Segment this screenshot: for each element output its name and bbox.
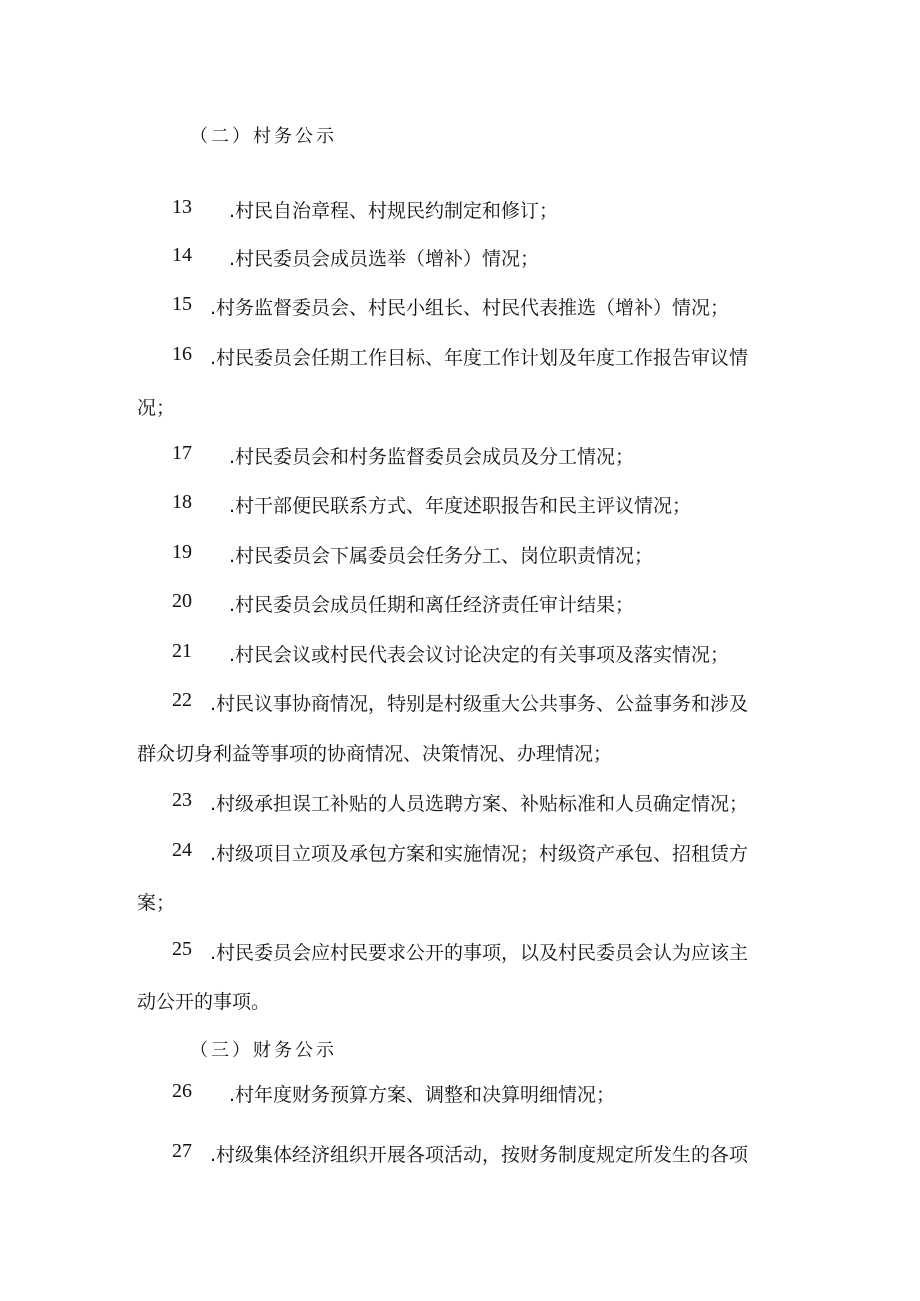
item-number: 23 xyxy=(172,789,192,811)
item-text-continuation: 动公开的事项。 xyxy=(137,991,271,1013)
item-number: 13 xyxy=(172,196,192,218)
item-number: 16 xyxy=(172,343,192,365)
item-number: 19 xyxy=(172,541,192,563)
section-heading-finance: （三）财务公示 xyxy=(190,1040,337,1061)
item-text: .村民会议或村民代表会议讨论决定的有关事项及落实情况； xyxy=(229,644,730,666)
item-number: 21 xyxy=(172,640,192,662)
item-text: .村干部便民联系方式、年度述职报告和民主评议情况； xyxy=(229,495,692,517)
item-number: 17 xyxy=(172,442,192,464)
item-text: .村级集体经济组织开展各项活动，按财务制度规定所发生的各项 xyxy=(210,1144,749,1166)
item-text: .村级项目立项及承包方案和实施情况；村级资产承包、招租赁方 xyxy=(210,843,749,865)
item-number: 27 xyxy=(172,1140,192,1162)
item-text: .村务监督委员会、村民小组长、村民代表推选（增补）情况； xyxy=(210,297,730,319)
item-text-continuation: 况； xyxy=(137,397,176,419)
item-text-continuation: 群众切身利益等事项的协商情况、决策情况、办理情况； xyxy=(137,743,613,765)
item-text: .村民自治章程、村规民约制定和修订； xyxy=(229,200,559,222)
item-number: 26 xyxy=(172,1080,192,1102)
item-number: 18 xyxy=(172,491,192,513)
section-heading-village-affairs: （二）村务公示 xyxy=(190,126,337,147)
item-number: 15 xyxy=(172,293,192,315)
item-text: .村民议事协商情况，特别是村级重大公共事务、公益事务和涉及 xyxy=(210,693,749,715)
item-text: .村民委员会下属委员会任务分工、岗位职责情况； xyxy=(229,545,654,567)
item-number: 20 xyxy=(172,590,192,612)
item-number: 22 xyxy=(172,689,192,711)
item-number: 25 xyxy=(172,938,192,960)
item-text: .村民委员会成员任期和离任经济责任审计结果； xyxy=(229,594,635,616)
item-text: .村民委员会成员选举（增补）情况； xyxy=(229,248,540,270)
item-text: .村年度财务预算方案、调整和决算明细情况； xyxy=(229,1084,616,1106)
item-text: .村民委员会任期工作目标、年度工作计划及年度工作报告审议情 xyxy=(210,347,749,369)
item-text: .村民委员会和村务监督委员会成员及分工情况； xyxy=(229,446,635,468)
item-text: .村民委员会应村民要求公开的事项，以及村民委员会认为应该主 xyxy=(210,942,749,964)
item-text-continuation: 案； xyxy=(137,892,176,914)
item-number: 14 xyxy=(172,244,192,266)
item-number: 24 xyxy=(172,839,192,861)
item-text: .村级承担误工补贴的人员选聘方案、补贴标准和人员确定情况； xyxy=(210,793,749,815)
